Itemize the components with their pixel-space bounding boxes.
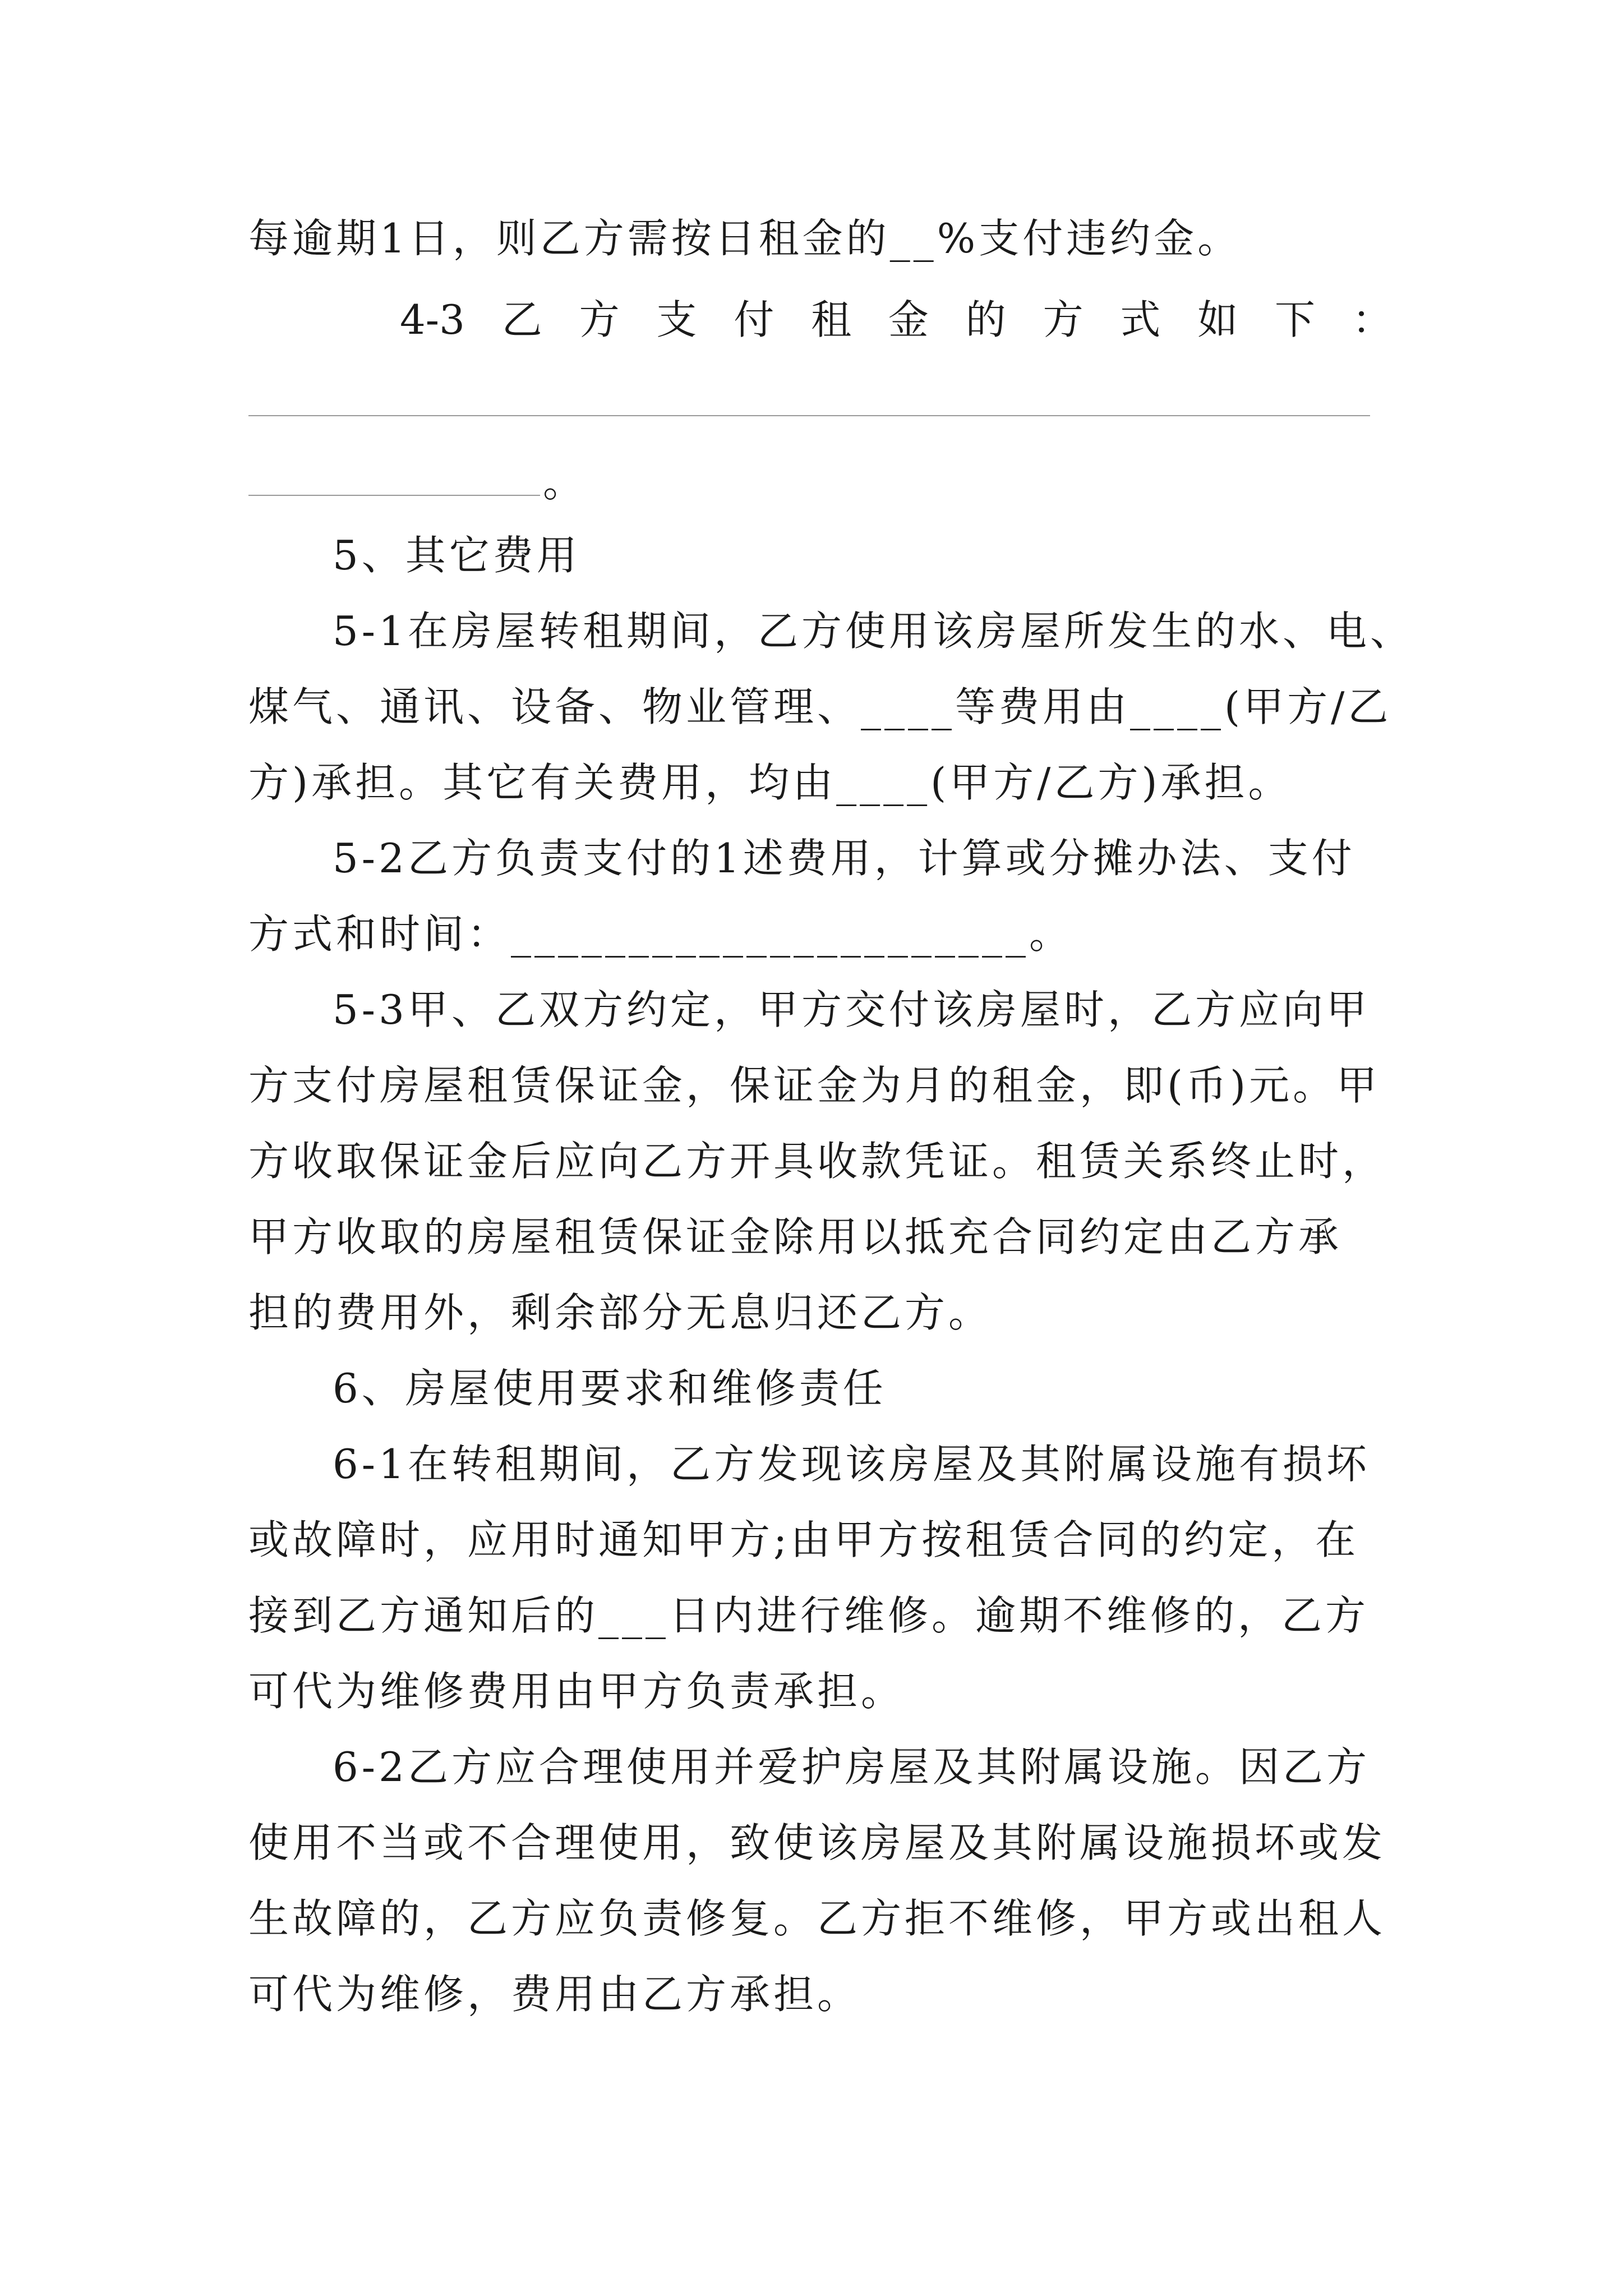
heading-char: 下	[1275, 296, 1316, 343]
paragraph-line: 6-2乙方应合理使用并爱护房屋及其附属设施。因乙方	[333, 1743, 1370, 1791]
heading-char: 式	[1120, 296, 1161, 343]
heading-char: 方	[579, 296, 620, 343]
heading-char: 租	[811, 296, 852, 343]
document-page	[248, 0, 1414, 2296]
heading-char: 方	[1043, 296, 1083, 343]
heading-char: ：	[1352, 296, 1393, 343]
heading-char: 乙	[501, 296, 542, 343]
paragraph-line: 甲方收取的房屋租赁保证金除用以抵充合同约定由乙方承	[248, 1213, 1343, 1260]
paragraph-line: 5-2乙方负责支付的1述费用，计算或分摊办法、支付	[333, 835, 1355, 882]
paragraph-line: 5-1在房屋转租期间，乙方使用该房屋所发生的水、电、	[333, 608, 1414, 655]
clause-4-3-heading	[400, 292, 1393, 348]
blank-fill-line	[248, 495, 540, 496]
paragraph-line: 方式和时间：______________________。	[248, 910, 1073, 958]
heading-char: 的	[965, 296, 1006, 343]
paragraph-line: 方支付房屋租赁保证金，保证金为月的租金，即(币)元。甲	[248, 1062, 1381, 1109]
paragraph-line: 接到乙方通知后的___日内进行维修。逾期不维修的，乙方	[248, 1592, 1370, 1639]
paragraph-line: 可代为维修费用由甲方负责承担。	[248, 1668, 905, 1715]
heading-char: 如	[1197, 296, 1238, 343]
section-heading: 5、其它费用	[333, 532, 580, 579]
paragraph-line: 煤气、通讯、设备、物业管理、____等费用由____(甲方/乙	[248, 683, 1392, 730]
paragraph-line: 可代为维修，费用由乙方承担。	[248, 1971, 861, 2018]
heading-char: 支	[656, 296, 697, 343]
blank-fill-line	[248, 415, 1370, 416]
paragraph-line: 生故障的，乙方应负责修复。乙方拒不维修，甲方或出租人	[248, 1895, 1386, 1942]
paragraph-line: 担的费用外，剩余部分无息归还乙方。	[248, 1289, 993, 1336]
paragraph-line: 使用不当或不合理使用，致使该房屋及其附属设施损坏或发	[248, 1819, 1386, 1866]
paragraph-line: 或故障时，应用时通知甲方;由甲方按租赁合同的约定，在	[248, 1516, 1359, 1563]
section-heading: 6、房屋使用要求和维修责任	[333, 1365, 887, 1412]
paragraph-line: 方收取保证金后应向乙方开具收款凭证。租赁关系终止时，	[248, 1138, 1386, 1185]
paragraph-line: 方)承担。其它有关费用，均由____(甲方/乙方)承担。	[248, 759, 1292, 806]
heading-char: 付	[734, 296, 774, 343]
paragraph-line: 6-1在转租期间，乙方发现该房屋及其附属设施有损坏	[333, 1441, 1370, 1488]
clause-number: 4-3	[400, 296, 465, 343]
paragraph-line: 。	[543, 459, 587, 506]
heading-char: 金	[888, 296, 929, 343]
paragraph-line: 5-3甲、乙双方约定，甲方交付该房屋时，乙方应向甲	[333, 986, 1370, 1033]
paragraph-line: 每逾期1日，则乙方需按日租金的__%支付违约金。	[248, 215, 1242, 262]
